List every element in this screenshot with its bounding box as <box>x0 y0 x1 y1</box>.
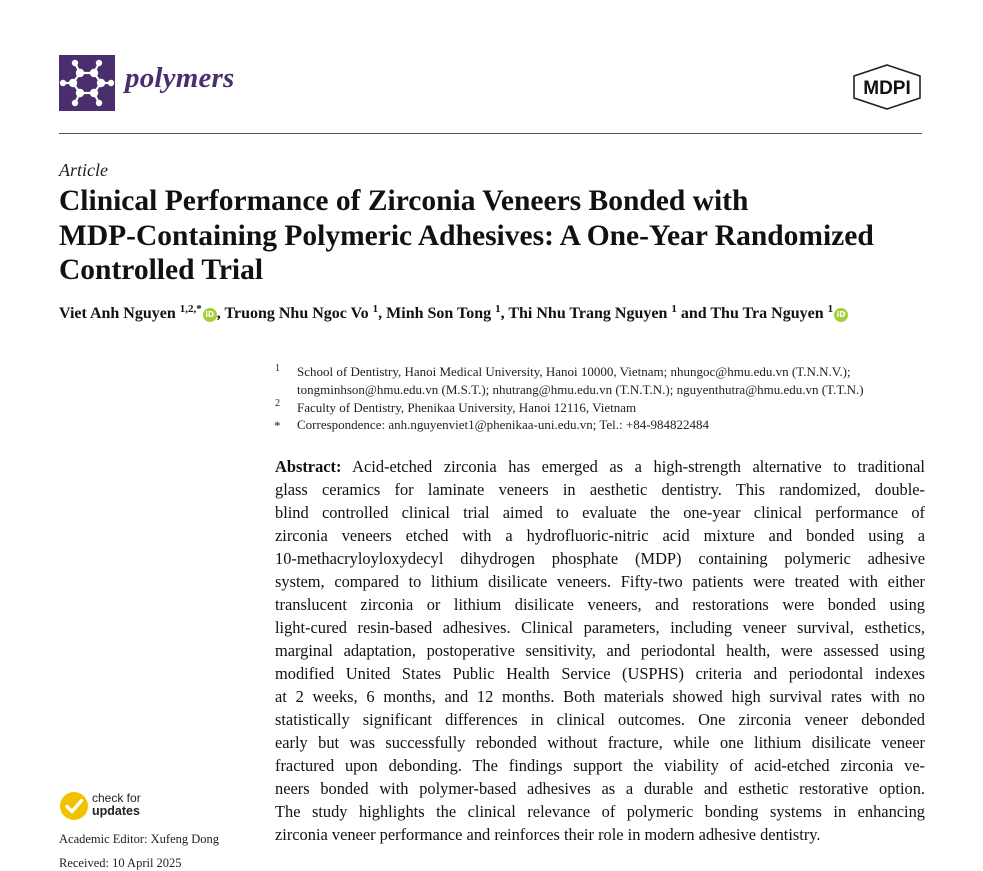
correspondence-line: Correspondence: anh.nguyenviet1@phenikaa-uni.edu.vn; Tel.: +84-984822484 <box>297 417 710 432</box>
abstract-line: at 2 weeks, 6 months, and 12 months. Both materials showed high survival rates with no <box>275 687 925 706</box>
abstract <box>275 455 925 846</box>
orcid-icon[interactable]: iD <box>203 308 217 322</box>
author-separator: , <box>500 305 509 322</box>
affiliation-line: tongminhson@hmu.edu.vn (M.S.T.); nhutrang@hmu.edu.vn (T.N.T.N.); nguyenthutra@hmu.edu.vn (T.T.N.) <box>297 382 864 397</box>
abstract-line: glass ceramics for laminate veneers in aesthetic dentistry. This randomized, double- <box>275 480 925 499</box>
abstract-line: blind controlled clinical trial aimed to evaluate the one-year clinical performance of <box>275 503 925 522</box>
journal-name: polymers <box>125 62 235 94</box>
abstract-line: system, compared to lithium disilicate veneers. Fifty-two patients were treated with either <box>275 572 925 591</box>
correspondence-mark: * <box>274 418 281 433</box>
affiliation-mark: 1 <box>275 363 280 374</box>
check-line1: check for <box>92 791 141 805</box>
author-affiliation-marks: 1 <box>671 303 677 315</box>
abstract-line: The study highlights the clinical relevance of polymeric bonding systems in enhancing <box>275 802 925 821</box>
abstract-line: modified United States Public Health Service (USPHS) criteria and periodontal indexes <box>275 664 925 683</box>
abstract-line <box>275 455 925 478</box>
checkmark-icon <box>59 791 89 821</box>
author-affiliation-marks: 1,2,* <box>179 303 202 315</box>
abstract-text: Acid-etched zirconia has emerged as a high-strength alternative to traditional <box>352 457 925 476</box>
paper-title <box>59 184 939 288</box>
title-line: Clinical Performance of Zirconia Veneers Bonded with <box>59 185 749 217</box>
abstract-line: statistically significant differences in clinical outcomes. One zirconia veneer debonded <box>275 710 925 729</box>
author-separator: , <box>378 305 387 322</box>
academic-editor: Academic Editor: Xufeng Dong <box>59 832 220 846</box>
publisher-name: MDPI <box>863 78 911 99</box>
author-conjunction: and <box>676 305 711 322</box>
author-affiliation-marks: 1 <box>827 303 834 315</box>
author-affiliation-marks: 1 <box>495 303 501 315</box>
received-date: Received: 10 April 2025 <box>59 856 182 870</box>
author-name: Truong Nhu Ngoc Vo <box>224 305 369 322</box>
abstract-line: light-cured resin-based adhesives. Clinical parameters, including veneer survival, esthetics, <box>275 618 925 637</box>
publisher-logo <box>852 64 922 110</box>
abstract-line: early but was successfully rebonded without fracture, while one lithium disilicate veneer <box>275 733 925 752</box>
check-line2: updates <box>92 804 140 818</box>
abstract-line: marginal adaptation, postoperative sensitivity, and periodontal health, were assessed using <box>275 641 925 660</box>
author-name: Viet Anh Nguyen <box>59 305 176 322</box>
author-name: Thu Tra Nguyen <box>710 305 824 322</box>
author-separator: , <box>216 305 225 322</box>
article-type: Article <box>59 160 108 180</box>
check-for-updates-label <box>92 792 141 818</box>
orcid-icon[interactable]: iD <box>834 308 848 322</box>
author-name: Minh Son Tong <box>386 305 492 322</box>
title-line: MDP-Containing Polymeric Adhesives: A One-Year Randomized <box>59 219 874 252</box>
check-for-updates-button[interactable] <box>59 790 189 822</box>
molecule-icon <box>59 55 115 111</box>
abstract-line: zirconia veneers etched with a hydrofluoric-nitric acid mixture and bonded using a <box>275 526 925 545</box>
abstract-line: zirconia veneer performance and reinforces their role in modern adhesive dentistry. <box>275 825 821 844</box>
affiliation-mark: 2 <box>275 398 280 409</box>
abstract-line: translucent zirconia or lithium disilicate veneers, and restorations were bonded using <box>275 595 925 614</box>
abstract-line: neers bonded with polymer-based adhesives as a durable and esthetic restorative option. <box>275 779 925 798</box>
abstract-line: fractured upon debonding. The findings support the viability of acid-etched zirconia ve- <box>275 756 925 775</box>
abstract-label: Abstract: <box>275 457 342 476</box>
author-name: Thi Nhu Trang Nguyen <box>508 305 668 322</box>
affiliation-line: School of Dentistry, Hanoi Medical University, Hanoi 10000, Vietnam; nhungoc@hmu.edu.vn (T.N.N.V.); <box>297 364 851 379</box>
abstract-line: 10-methacryloyloxydecyl dihydrogen phosphate (MDP) containing polymeric adhesive <box>275 549 925 568</box>
journal-logo <box>59 55 115 111</box>
author-affiliation-marks: 1 <box>372 303 379 315</box>
header-divider <box>59 133 922 134</box>
title-line: Controlled Trial <box>59 254 264 286</box>
affiliation-line: Faculty of Dentistry, Phenikaa University, Hanoi 12116, Vietnam <box>297 400 637 415</box>
author-list <box>59 305 848 323</box>
